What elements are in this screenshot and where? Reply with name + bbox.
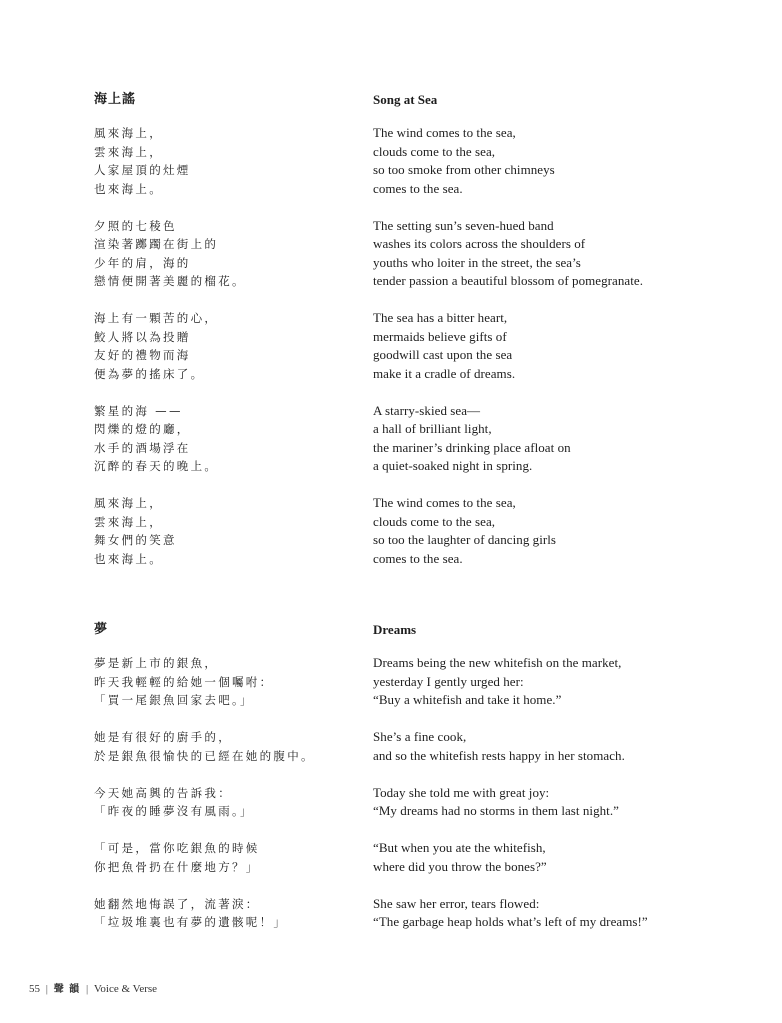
- poem-line: 於是銀魚很愉快的已經在她的腹中。: [94, 748, 315, 763]
- poem-line: where did you throw the bones?”: [373, 858, 547, 874]
- poem-line: 你把魚骨扔在什麼地方？」: [94, 859, 260, 874]
- poem-line: goodwill cast upon the sea: [373, 347, 513, 362]
- poem-line: washes its colors across the shoulders of: [373, 236, 586, 251]
- poem-line: 閃爍的燈的廳，: [94, 422, 191, 436]
- poem-line: so too smoke from other chimneys: [373, 162, 555, 177]
- poem-line: tender passion a beautiful blossom of pomegranate.: [373, 273, 644, 288]
- stanza: [94, 728, 354, 765]
- stanza: [373, 217, 753, 291]
- poem-line: 便為夢的搖床了。: [94, 366, 205, 381]
- poem-line: clouds come to the sea,: [373, 143, 496, 159]
- poem-line: Dreams being the new whitefish on the market,: [373, 655, 622, 670]
- poem-title-english: Song at Sea: [373, 92, 438, 107]
- poem-line: the mariner’s drinking place afloat on: [373, 439, 571, 455]
- poem-title-english: Dreams: [373, 622, 417, 637]
- poem-title-chinese: 夢: [94, 622, 109, 637]
- poem-line: so too the laughter of dancing girls: [373, 532, 557, 547]
- poem-line: 今天她高興的告訴我：: [94, 785, 232, 800]
- poem-line: 沉醉的春天的晚上。: [94, 459, 219, 473]
- stanza: [373, 784, 753, 821]
- poem-line: “The garbage heap holds what’s left of my dreams!”: [373, 914, 648, 929]
- journal-name-english: Voice & Verse: [93, 983, 158, 995]
- stanza: [373, 728, 753, 765]
- poem-line: a quiet-soaked night in spring.: [373, 458, 533, 473]
- poem-line: comes to the sea.: [373, 180, 463, 196]
- journal-name-chinese: 聲 韻: [53, 984, 81, 995]
- poem-line: 友好的禮物而海: [94, 348, 191, 362]
- stanza: [94, 402, 354, 476]
- poem-line: yesterday I gently urged her:: [373, 673, 524, 689]
- stanza-list: [373, 654, 753, 932]
- poem-line: She’s a fine cook,: [373, 729, 467, 744]
- poem-line: “But when you ate the whitefish,: [373, 840, 546, 855]
- footer-separator: |: [85, 983, 89, 995]
- poem-line: The sea has a bitter heart,: [373, 310, 508, 325]
- poem-line: make it a cradle of dreams.: [373, 365, 516, 381]
- poem-line: clouds come to the sea,: [373, 513, 496, 529]
- poem-line: The wind comes to the sea,: [373, 495, 516, 510]
- poem-line: 夕照的七稜色: [94, 218, 177, 233]
- poem-line: “Buy a whitefish and take it home.”: [373, 692, 562, 707]
- poem-line: 風來海上，: [94, 496, 163, 510]
- poem-line: and so the whitefish rests happy in her stomach.: [373, 747, 625, 763]
- poem-line: 雲來海上，: [94, 144, 163, 159]
- poem-line: 水手的酒場浮在: [94, 440, 191, 455]
- stanza: [94, 494, 354, 568]
- poem-line: comes to the sea.: [373, 550, 463, 566]
- poem-english-column: [373, 616, 753, 950]
- stanza: [94, 217, 354, 291]
- poem-line: youths who loiter in the street, the sea’s: [373, 254, 581, 270]
- poem-line: 鮫人將以為投贈: [94, 329, 191, 344]
- page-number: 55: [29, 983, 40, 995]
- poem-english-column: [373, 86, 753, 587]
- stanza: [373, 124, 753, 198]
- poem-title-chinese: 海上謠: [94, 92, 137, 107]
- poem-line: mermaids believe gifts of: [373, 328, 507, 344]
- stanza: [373, 402, 753, 476]
- poem-line: 她翻然地悔誤了，流著淚：: [94, 896, 260, 911]
- poem-line: 海上有一顆苦的心，: [94, 311, 219, 325]
- poem-line: A starry-skied sea—: [373, 402, 481, 418]
- poem-line: 「垃圾堆裏也有夢的遺骸呢！」: [94, 915, 288, 929]
- poem-line: 風來海上，: [94, 126, 163, 140]
- poem-line: Today she told me with great joy:: [373, 784, 550, 800]
- poem-line: 她是有很好的廚手的，: [94, 730, 232, 744]
- poem-line: She saw her error, tears flowed:: [373, 895, 540, 911]
- poem-line: The setting sun’s seven-hued band: [373, 217, 554, 233]
- poem-line: “My dreams had no storms in them last night.”: [373, 803, 619, 818]
- poem-line: 也來海上。: [94, 551, 163, 566]
- stanza: [373, 654, 753, 710]
- stanza: [373, 839, 753, 876]
- poem-line: The wind comes to the sea,: [373, 125, 516, 140]
- stanza: [94, 124, 354, 198]
- poem-line: 人家屋頂的灶煙: [94, 163, 191, 177]
- poem-line: 舞女們的笑意: [94, 533, 177, 547]
- poem-chinese-column: [94, 616, 354, 950]
- stanza: [94, 654, 354, 710]
- poem-line: 渲染著躑躅在街上的: [94, 237, 219, 251]
- poem-line: 昨天我輕輕的給她一個囑咐：: [94, 674, 274, 689]
- poem-line: 繁星的海 ——: [94, 403, 183, 418]
- poem-chinese-column: [94, 86, 354, 587]
- poem-line: 少年的肩，海的: [94, 255, 191, 270]
- page-footer: [29, 980, 157, 995]
- stanza-list: [373, 124, 753, 568]
- poem-line: 「買一尾銀魚回家去吧。」: [94, 693, 254, 707]
- poem-line: 夢是新上市的銀魚，: [94, 656, 219, 670]
- stanza: [94, 309, 354, 383]
- poem-line: 「可是，當你吃銀魚的時候: [94, 841, 260, 855]
- poem-line: 戀情便開著美麗的榴花。: [94, 274, 246, 288]
- stanza: [94, 839, 354, 876]
- poem-line: 「昨夜的睡夢沒有風雨。」: [94, 804, 254, 818]
- poem-line: a hall of brilliant light,: [373, 421, 492, 436]
- stanza-list: [94, 654, 354, 932]
- stanza-list: [94, 124, 354, 568]
- footer-separator: |: [45, 983, 48, 995]
- poem-line: 雲來海上，: [94, 514, 163, 529]
- stanza: [94, 784, 354, 821]
- stanza: [373, 895, 753, 932]
- stanza: [94, 895, 354, 932]
- poem-line: 也來海上。: [94, 181, 163, 196]
- stanza: [373, 494, 753, 568]
- stanza: [373, 309, 753, 383]
